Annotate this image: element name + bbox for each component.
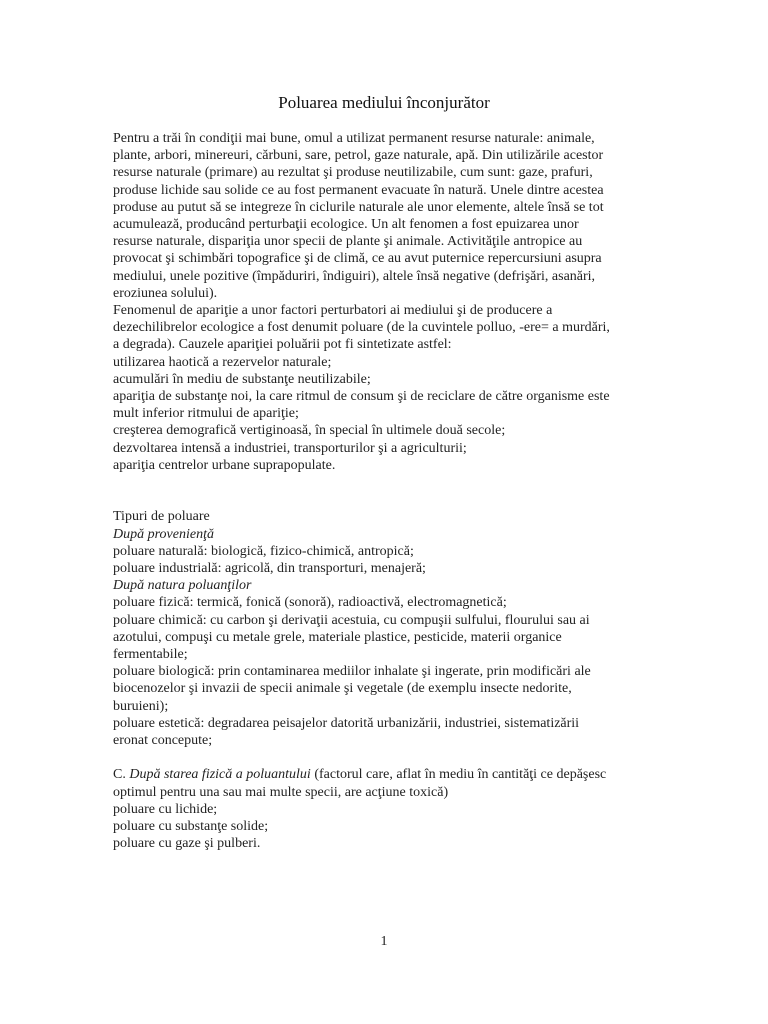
state-heading: După starea fizică a poluantului xyxy=(129,767,311,783)
nature-heading: După natura poluanţilor xyxy=(113,578,252,594)
text-line: plante, arbori, minereuri, cărbuni, sare, petrol, gaze naturale, apă. Din utilizările acestor xyxy=(113,148,604,164)
text-line: poluare industrială: agricolă, din transporturi, menajeră; xyxy=(113,561,426,577)
text-line: poluare cu lichide; xyxy=(113,801,218,817)
text-line: provocat şi schimbări topografice şi de climă, ce au avut puternice repercursiuni asupra xyxy=(113,251,602,267)
text-line: poluare estetică: degradarea peisajelor datorită urbanizării, industriei, sistematizării xyxy=(113,715,580,731)
document-body xyxy=(113,130,653,853)
text-line: apariţia de substanţe noi, la care ritmul de consum şi de reciclare de către organisme este xyxy=(113,389,610,405)
text-line: poluare naturală: biologică, fizico-chimică, antropică; xyxy=(113,543,414,559)
state-heading-rest: (factorul care, aflat în mediu în cantităţi ce depăşesc xyxy=(310,767,607,783)
state-prefix: C. xyxy=(113,767,130,783)
state-section xyxy=(113,766,653,852)
state-heading-line xyxy=(113,766,653,783)
page-number: 1 xyxy=(380,934,388,949)
text-line: acumulări în mediu de substanţe neutilizabile; xyxy=(113,371,371,387)
text-line: eroziunea solului). xyxy=(113,285,218,301)
text-line: poluare cu gaze şi pulberi. xyxy=(113,836,261,852)
text-line: resurse naturale (primare) au rezultat şi produse neutilizabile, cum sunt: gaze, prafuri, xyxy=(113,165,593,181)
types-section xyxy=(113,508,653,749)
text-line: buruieni); xyxy=(113,698,169,714)
text-line: dezvoltarea intensă a industriei, transporturilor şi a agriculturii; xyxy=(113,440,467,456)
text-line: dezechilibrelor ecologice a fost denumit poluare (de la cuvintele polluo, -ere= a murdări, xyxy=(113,320,610,336)
text-line: fermentabile; xyxy=(113,647,188,663)
text-line: poluare biologică: prin contaminarea mediilor inhalate şi ingerate, prin modificări ale xyxy=(113,664,591,680)
spacer xyxy=(113,474,653,508)
types-heading: Tipuri de poluare xyxy=(113,509,210,525)
text-line: mediului, unele pozitive (împăduriri, îndiguiri), altele însă negative (defrişări, asanări, xyxy=(113,268,596,284)
spacer xyxy=(113,749,653,766)
text-line: poluare chimică: cu carbon şi derivaţii acestuia, cu compuşii sulfului, flourului sau ai xyxy=(113,612,590,628)
text-line: apariţia centrelor urbane suprapopulate. xyxy=(113,457,336,473)
text-line: produse au putut să se integreze în ciclurile naturale ale unor elemente, altele însă se tot xyxy=(113,199,604,215)
document-title: Poluarea mediului înconjurător xyxy=(278,93,490,112)
text-line: biocenozelor şi invazii de specii animale şi vegetale (de exemplu insecte nedorite, xyxy=(113,681,572,697)
text-line: resurse naturale, dispariţia unor specii de plante şi animale. Activităţile antropice au xyxy=(113,234,583,250)
text-line: eronat concepute; xyxy=(113,733,213,749)
intro-paragraph xyxy=(113,130,653,474)
text-line: optimul pentru una sau mai multe specii, are acţiune toxică) xyxy=(113,784,449,800)
text-line: poluare cu substanţe solide; xyxy=(113,819,269,835)
origin-heading: După provenienţă xyxy=(113,526,214,542)
text-line: acumulează, producând perturbaţii ecologice. Un alt fenomen a fost epuizarea unor xyxy=(113,217,579,233)
text-line: produse lichide sau solide ce au fost permanent evacuate în natură. Unele dintre acestea xyxy=(113,182,604,198)
text-line: Pentru a trăi în condiţii mai bune, omul a utilizat permanent resurse naturale: animale, xyxy=(113,131,595,146)
text-line: mult inferior ritmului de apariţie; xyxy=(113,406,299,422)
text-line: azotului, compuşi cu metale grele, materiale plastice, pesticide, materii organice xyxy=(113,629,562,645)
text-line: creşterea demografică vertiginoasă, în special în ultimele două secole; xyxy=(113,423,506,439)
text-line: utilizarea haotică a rezervelor naturale; xyxy=(113,354,332,370)
text-line: a degrada). Cauzele apariţiei poluării pot fi sintetizate astfel: xyxy=(113,337,452,353)
text-line: Fenomenul de apariţie a unor factori perturbatori ai mediului şi de producere a xyxy=(113,303,553,319)
text-line: poluare fizică: termică, fonică (sonoră), radioactivă, electromagnetică; xyxy=(113,595,507,611)
